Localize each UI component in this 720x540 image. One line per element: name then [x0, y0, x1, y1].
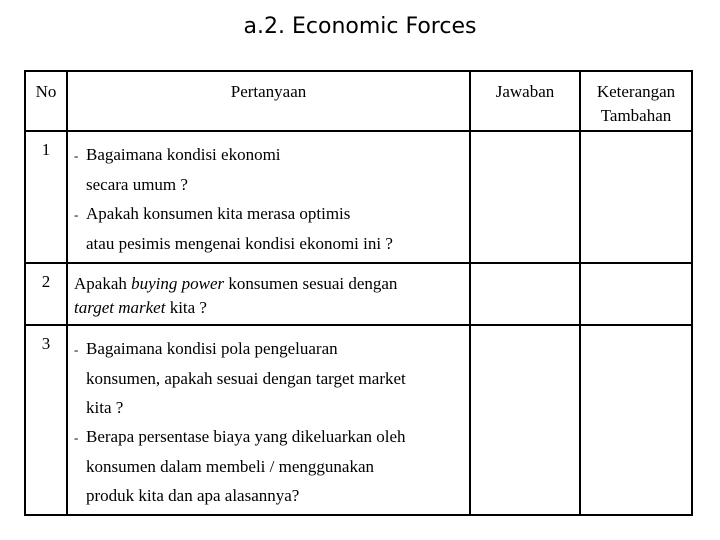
bullet-dash: - — [74, 207, 79, 222]
header-question: Pertanyaan — [67, 71, 470, 131]
question-line: Bagaimana kondisi ekonomi — [86, 145, 281, 164]
table-row — [25, 325, 692, 515]
question-line: Bagaimana kondisi pola pengeluaran — [86, 339, 338, 358]
question-line: konsumen, apakah sesuai dengan target market — [86, 369, 406, 388]
note-cell[interactable] — [580, 131, 692, 263]
bullet-dash: - — [74, 342, 79, 357]
row-number: 1 — [25, 131, 67, 263]
question-cell — [67, 263, 470, 325]
question-term: buying power — [131, 274, 225, 293]
note-cell[interactable] — [580, 263, 692, 325]
question-text: konsumen sesuai dengan — [224, 274, 398, 293]
question-cell — [67, 325, 470, 515]
table-row — [25, 131, 692, 263]
question-line: kita ? — [86, 398, 124, 417]
table-row — [25, 263, 692, 325]
header-row — [25, 71, 692, 131]
question-line: produk kita dan apa alasannya? — [86, 486, 300, 505]
question-line: Berapa persentase biaya yang dikeluarkan oleh — [86, 427, 406, 446]
question-text: kita ? — [165, 298, 207, 317]
header-answer: Jawaban — [470, 71, 580, 131]
row-number: 3 — [25, 325, 67, 515]
header-note: Keterangan Tambahan — [580, 71, 692, 131]
question-text: Apakah — [74, 274, 132, 293]
note-cell[interactable] — [580, 325, 692, 515]
question-line: konsumen dalam membeli / menggunakan — [86, 457, 374, 476]
question-line: secara umum ? — [86, 175, 188, 194]
question-line: Apakah konsumen kita merasa optimis — [86, 204, 351, 223]
row-number: 2 — [25, 263, 67, 325]
bullet-dash: - — [74, 430, 79, 445]
answer-cell[interactable] — [470, 131, 580, 263]
header-no: No — [25, 71, 67, 131]
question-term: target market — [74, 298, 166, 317]
question-line: atau pesimis mengenai kondisi ekonomi ini ? — [86, 234, 393, 253]
question-table — [24, 70, 693, 516]
question-cell — [67, 131, 470, 263]
bullet-dash: - — [74, 148, 79, 163]
page-title: a.2. Economic Forces — [243, 14, 477, 39]
answer-cell[interactable] — [470, 325, 580, 515]
answer-cell[interactable] — [470, 263, 580, 325]
